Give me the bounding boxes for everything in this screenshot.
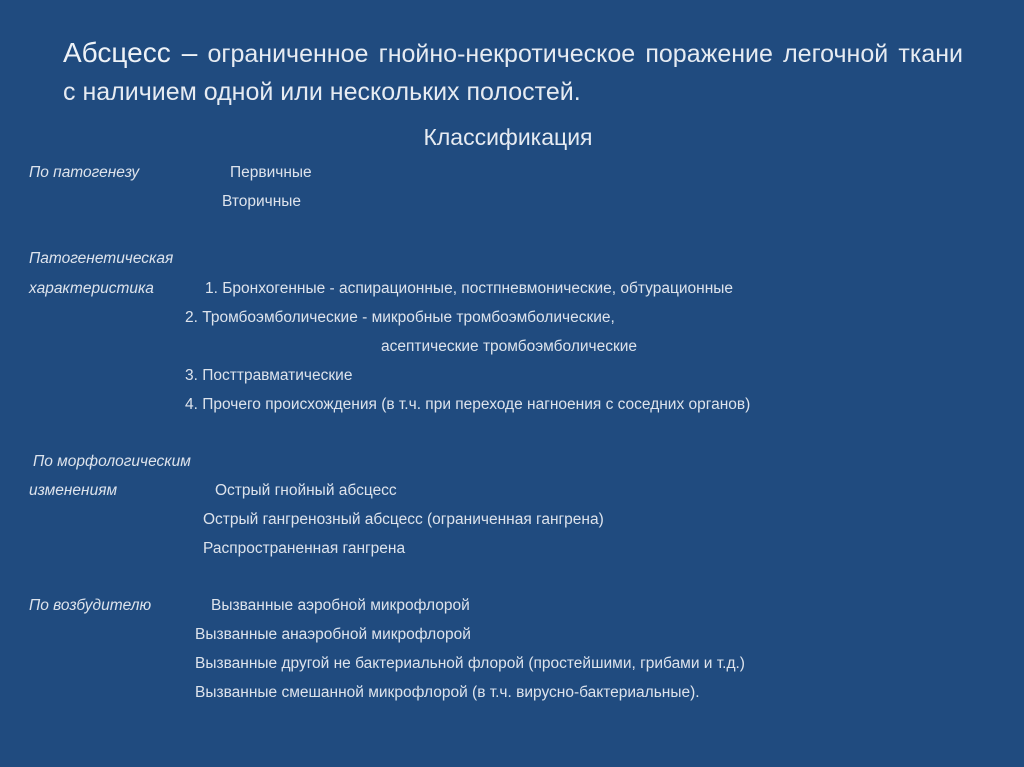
category-morphology-label-line2: изменениям — [29, 482, 118, 499]
pathogen-item-2: Вызванные анаэробной микрофлорой — [195, 626, 471, 643]
morphology-item-3: Распространенная гангрена — [203, 540, 406, 557]
pathogenetic-item-4: 4. Прочего происхождения (в т.ч. при переходе нагноения с соседних органов) — [185, 396, 751, 413]
slide-title — [63, 34, 963, 111]
pathogen-item-3: Вызванные другой не бактериальной флорой (простейшими, грибами и т.д.) — [195, 655, 745, 672]
pathogenetic-item-2-continued: асептические тромбоэмболические — [381, 338, 638, 355]
title-term: Абсцесс – — [63, 37, 198, 68]
category-pathogenesis-label: По патогенезу — [29, 164, 140, 181]
morphology-item-1: Острый гнойный абсцесс — [215, 482, 397, 499]
pathogenetic-item-3: 3. Посттравматические — [185, 367, 353, 384]
category-morphology-label-line1: По морфологическим — [33, 453, 191, 470]
pathogenetic-item-2: 2. Тромбоэмболические - микробные тромбоэмболические, — [185, 309, 615, 326]
title-definition: ограниченное гнойно-некротическое поражение легочной ткани с наличием одной или нескольких полостей. — [63, 40, 964, 106]
morphology-item-2: Острый гангренозный абсцесс (ограниченная гангрена) — [203, 511, 604, 528]
pathogenesis-item-secondary: Вторичные — [222, 193, 302, 210]
pathogenetic-item-1: 1. Бронхогенные - аспирационные, постпневмонические, обтурационные — [205, 280, 734, 297]
pathogenesis-item-primary: Первичные — [230, 164, 312, 181]
category-pathogen-label: По возбудителю — [29, 597, 152, 614]
pathogen-item-1: Вызванные аэробной микрофлорой — [211, 597, 470, 614]
classification-heading: Классификация — [423, 124, 593, 150]
category-pathogenetic-label-line2: характеристика — [29, 280, 154, 297]
category-pathogenetic-label-line1: Патогенетическая — [29, 250, 174, 267]
pathogen-item-4: Вызванные смешанной микрофлорой (в т.ч. вирусно-бактериальные). — [195, 684, 700, 701]
